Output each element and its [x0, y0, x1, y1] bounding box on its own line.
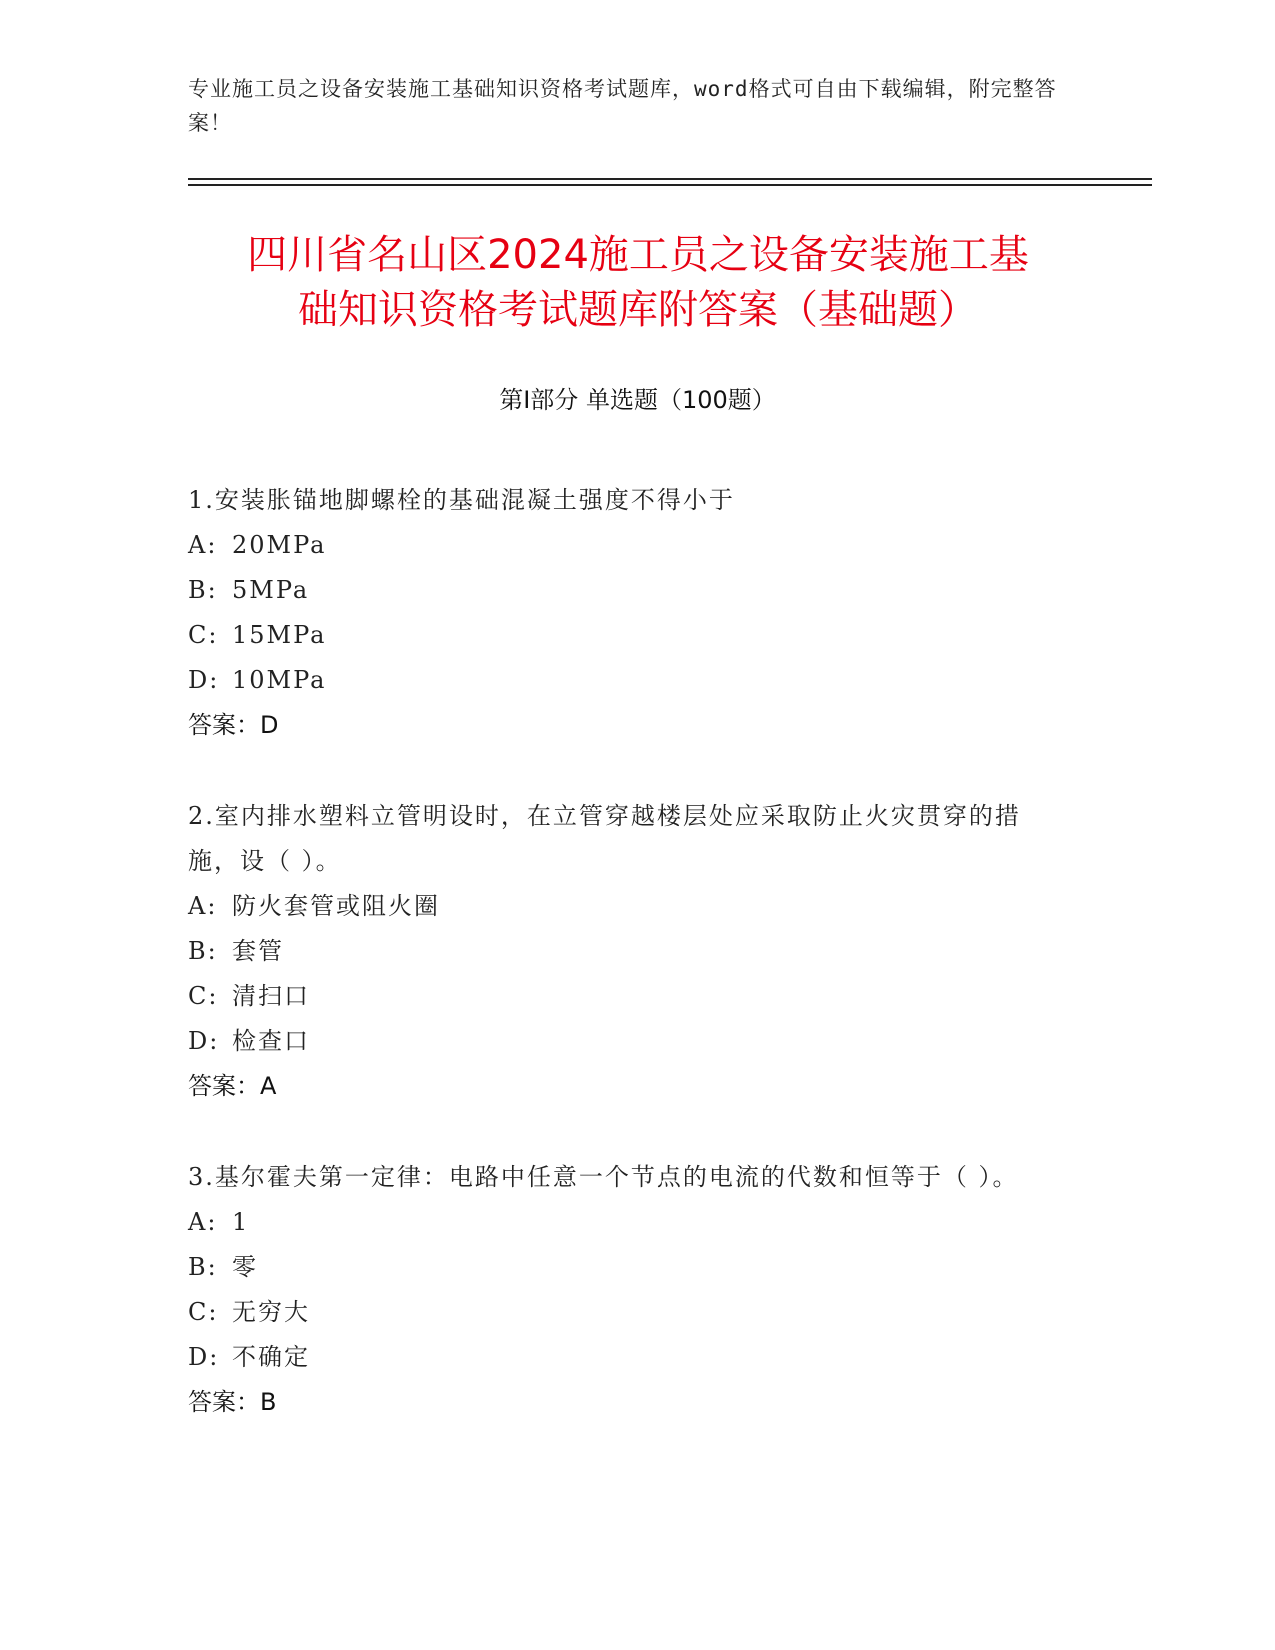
option-letter: B: — [188, 937, 218, 965]
header-divider-top — [188, 178, 1152, 180]
section-heading: 第Ⅰ部分 单选题（100题） — [499, 386, 776, 414]
question-2 — [188, 794, 1068, 1109]
option-letter: D: — [188, 1343, 220, 1371]
option-d — [188, 1019, 1068, 1064]
option-a — [188, 884, 1068, 929]
option-a — [188, 1200, 1068, 1245]
option-text: 检查口 — [232, 1027, 310, 1055]
option-b — [188, 568, 1068, 613]
title-line-2: 础知识资格考试题库附答案（基础题） — [298, 287, 978, 333]
option-letter: C: — [188, 1298, 219, 1326]
option-text: 不确定 — [232, 1343, 310, 1371]
answer-line: 答案：D — [188, 711, 279, 739]
option-letter: D: — [188, 666, 220, 694]
option-a — [188, 523, 1068, 568]
option-letter: B: — [188, 576, 218, 604]
option-letter: A: — [188, 531, 218, 559]
option-text: 15MPa — [232, 621, 327, 649]
option-text: 套管 — [232, 937, 284, 965]
option-letter: C: — [188, 621, 219, 649]
option-text: 5MPa — [232, 576, 310, 604]
question-stem: 安装胀锚地脚螺栓的基础混凝土强度不得小于 — [214, 486, 735, 514]
question-text — [188, 478, 1068, 523]
option-text: 1 — [232, 1208, 250, 1236]
option-b — [188, 929, 1068, 974]
answer-line: 答案：B — [188, 1388, 277, 1416]
question-stem: 基尔霍夫第一定律：电路中任意一个节点的电流的代数和恒等于（ ）。 — [214, 1163, 1019, 1191]
option-letter: A: — [188, 892, 218, 920]
option-letter: C: — [188, 982, 219, 1010]
option-text: 20MPa — [232, 531, 327, 559]
question-list — [188, 478, 1068, 1471]
option-c — [188, 613, 1068, 658]
question-stem: 室内排水塑料立管明设时，在立管穿越楼层处应采取防止火灾贯穿的措施，设（ ）。 — [188, 802, 1021, 875]
question-text — [188, 1155, 1068, 1200]
answer-line: 答案：A — [188, 1072, 277, 1100]
option-text: 10MPa — [232, 666, 327, 694]
option-letter: B: — [188, 1253, 218, 1281]
option-text: 清扫口 — [232, 982, 310, 1010]
document-title — [188, 228, 1088, 338]
option-text: 无穷大 — [232, 1298, 310, 1326]
option-letter: D: — [188, 1027, 220, 1055]
question-number: 1. — [188, 486, 215, 514]
option-letter: A: — [188, 1208, 218, 1236]
question-number: 3. — [188, 1163, 215, 1191]
option-d — [188, 658, 1068, 703]
question-text — [188, 794, 1068, 884]
option-c — [188, 1290, 1068, 1335]
question-number: 2. — [188, 802, 215, 830]
option-b — [188, 1245, 1068, 1290]
option-text: 防火套管或阻火圈 — [232, 892, 440, 920]
question-3 — [188, 1155, 1068, 1425]
question-1 — [188, 478, 1068, 748]
title-line-1: 四川省名山区2024施工员之设备安装施工基 — [247, 232, 1029, 278]
option-text: 零 — [232, 1253, 258, 1281]
header-divider-bottom — [188, 184, 1152, 186]
option-c — [188, 974, 1068, 1019]
header-note: 专业施工员之设备安装施工基础知识资格考试题库，word格式可自由下载编辑，附完整答案！ — [188, 77, 1057, 135]
option-d — [188, 1335, 1068, 1380]
